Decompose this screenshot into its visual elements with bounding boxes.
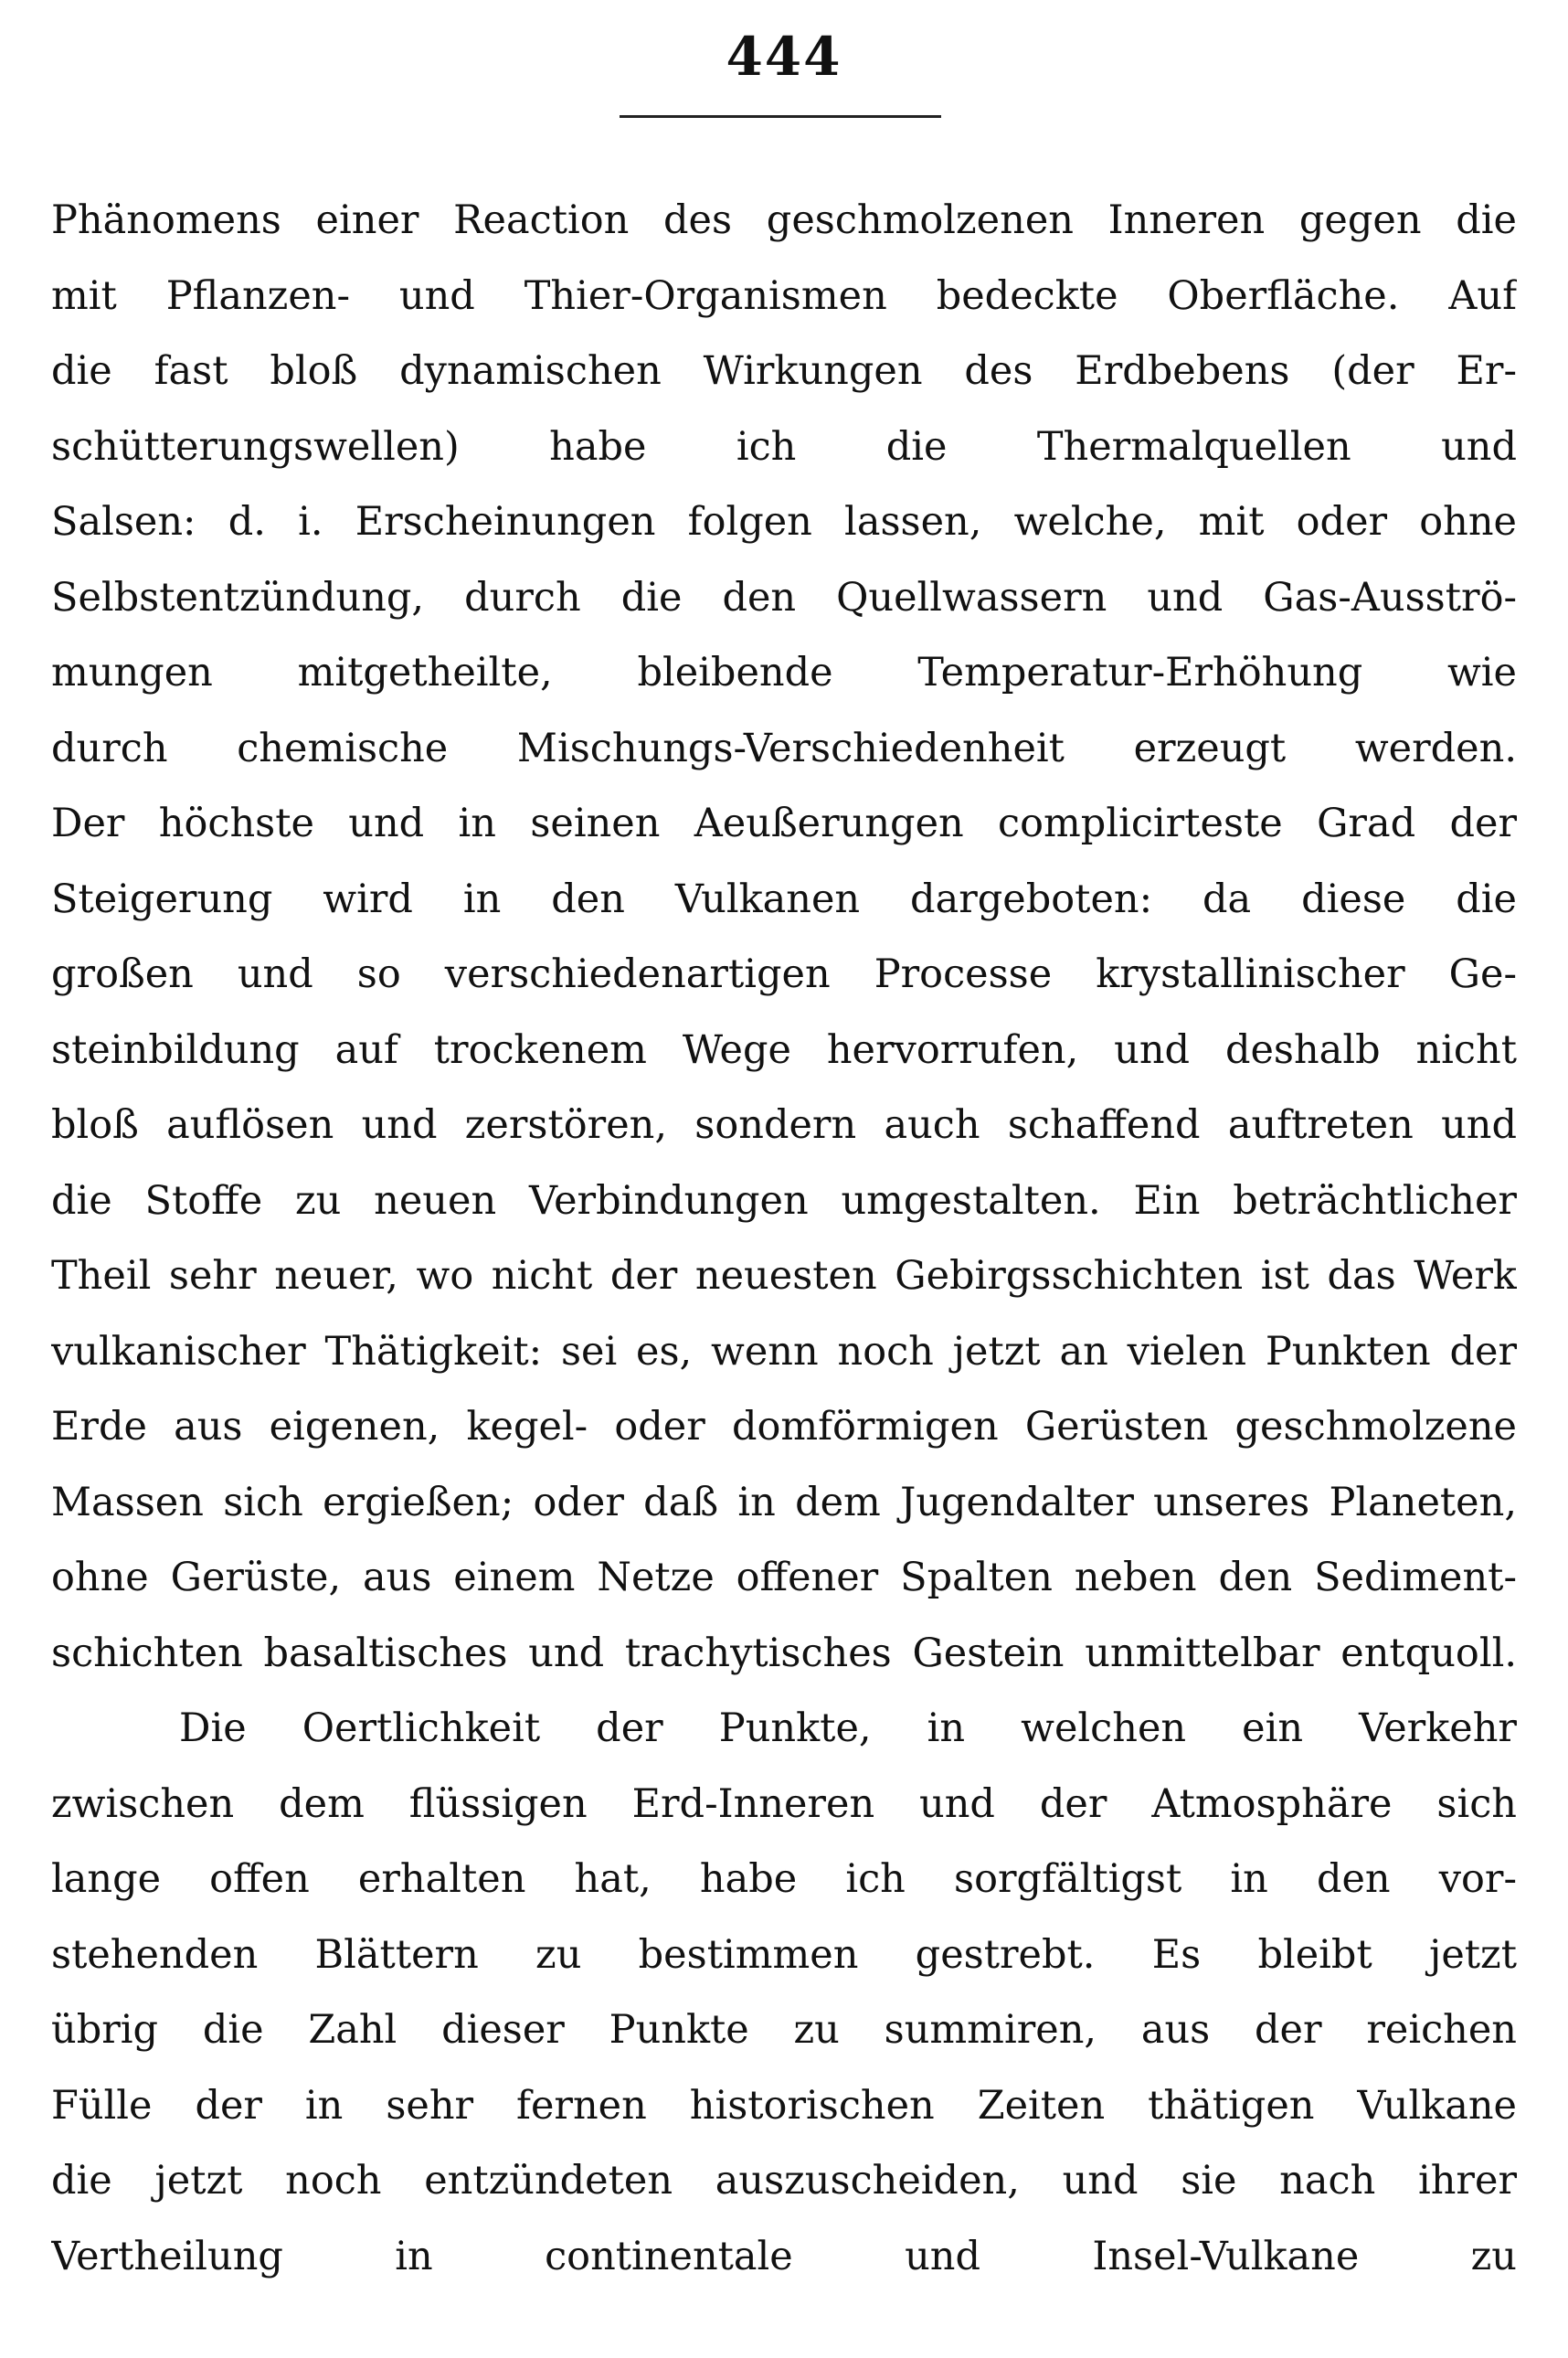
text-line: Phänomens einer Reaction des geschmolzenen Inneren gegen die: [51, 197, 1517, 243]
text-line: steinbildung auf trockenem Wege hervorrufen, und deshalb nicht: [51, 1026, 1517, 1073]
text-line: Steigerung wird in den Vulkanen dargeboten: da diese die: [51, 876, 1517, 922]
text-line: vulkanischer Thätigkeit: sei es, wenn noch jetzt an vielen Punkten der: [51, 1328, 1517, 1375]
text-line: bloß auflösen und zerstören, sondern auch schaffend auftreten und: [51, 1102, 1517, 1148]
text-line: Salsen: d. i. Erscheinungen folgen lassen, welche, mit oder ohne: [51, 499, 1517, 545]
body-text: [51, 183, 1517, 2294]
text-line: Erde aus eigenen, kegel- oder domförmigen Gerüsten geschmolzene: [51, 1404, 1517, 1450]
header-rule: [620, 115, 941, 118]
text-line: mit Pflanzen- und Thier-Organismen bedeckte Oberfläche. Auf: [51, 272, 1517, 319]
text-line: Theil sehr neuer, wo nicht der neuesten Gebirgsschichten ist das Werk: [51, 1253, 1517, 1299]
text-line: Selbstentzündung, durch die den Quellwassern und Gas-Ausströ-: [51, 574, 1517, 621]
text-line: Der höchste und in seinen Aeußerungen complicirteste Grad der: [51, 801, 1517, 846]
text-line: mungen mitgetheilte, bleibende Temperatur-Erhöhung wie: [51, 650, 1517, 696]
text-line: stehenden Blättern zu bestimmen gestrebt. Es bleibt jetzt: [51, 1931, 1517, 1978]
text-line: die Stoffe zu neuen Verbindungen umgestalten. Ein beträchtlicher: [51, 1177, 1517, 1224]
page-number: 444: [726, 26, 842, 88]
text-line: lange offen erhalten hat, habe ich sorgfältigst in den vor-: [51, 1856, 1517, 1902]
text-line: durch chemische Mischungs-Verschiedenheit erzeugt werden.: [51, 725, 1517, 771]
text-line: Vertheilung in continentale und Insel-Vulkane zu: [51, 2233, 1517, 2279]
text-line: die jetzt noch entzündeten auszuscheiden, und sie nach ihrer: [51, 2158, 1517, 2204]
text-line: schütterungswellen) habe ich die Thermalquellen und: [51, 423, 1517, 470]
text-line: Fülle der in sehr fernen historischen Zeiten thätigen Vulkane: [51, 2082, 1517, 2129]
text-line: übrig die Zahl dieser Punkte zu summiren, aus der reichen: [51, 2007, 1517, 2053]
text-line: Die Oertlichkeit der Punkte, in welchen ein Verkehr: [179, 1705, 1517, 1751]
text-line: zwischen dem flüssigen Erd-Inneren und der Atmosphäre sich: [51, 1780, 1517, 1827]
text-line: die fast bloß dynamischen Wirkungen des Erdbebens (der Er-: [51, 348, 1517, 394]
text-line: ohne Gerüste, aus einem Netze offener Spalten neben den Sediment-: [51, 1555, 1517, 1600]
text-line: großen und so verschiedenartigen Processe krystallinischer Ge-: [51, 951, 1517, 997]
text-line: Massen sich ergießen; oder daß in dem Jugendalter unseres Planeten,: [51, 1479, 1517, 1525]
text-line: schichten basaltisches und trachytisches Gestein unmittelbar entquoll.: [51, 1630, 1517, 1676]
